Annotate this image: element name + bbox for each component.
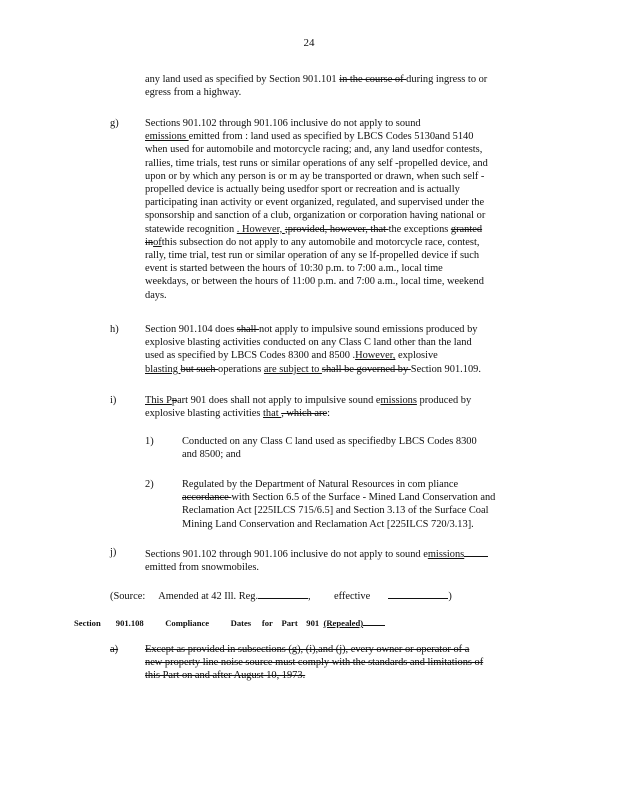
item-i-1-paragraph: Conducted on any Class C land used as specifiedby LBCS Codes 8300 and 8500; and xyxy=(182,436,477,461)
deleted-a-paragraph: Except as provided in subsections (g), (i),and (j), every owner or operator of a new property line noise source must comply with the standards and limitations of this Part on and after August 10, 1973. xyxy=(145,644,484,682)
intro-paragraph: any land used as specified by Section 901.101 in the course of during ingress to or egress from a highway. xyxy=(145,74,488,99)
item-h-paragraph: Section 901.104 does shall not apply to impulsive sound emissions produced by explosive blasting activities conducted on any Class C land other than the land used as specified by LBCS Codes 8300 and 8500 .However, explosive blasting but such operations are subject to shall be governed by Section 901.109. xyxy=(145,324,481,375)
item-label-i-2: 2) xyxy=(145,479,154,490)
item-label-deleted-a: a) xyxy=(110,644,119,655)
item-j-paragraph: Sections 901.102 through 901.106 inclusive do not apply to sound emissions emitted from snowmobiles. xyxy=(145,546,540,574)
page-number: 24 xyxy=(303,37,315,49)
item-g-paragraph: Sections 901.102 through 901.106 inclusive do not apply to sound emissions emitted from : land used as specified by LBCS Codes 5130and 5140 when used for automobile and motorcycle racing; and, any land usedfor contests, rallies, time trials, test runs or similar operations of any self -propelled device, and upon or by which any person is or m ay be transported or drawn, when such self - propelled device is actually being usedfor sport or recreation and is actually participating inan activity or event organized, regulated, and supervised under the sponsorship and sanction of a club, organization or corporation having national or statewide recognition . However, ;provided, however, that the exceptions granted inofthis subsection do not apply to any automobile and motorcycle race, contest, rally, time trial, test run or similar operation of any se lf-propelled device if such event is started between the hours of 10:30 p.m. to 7:00 a.m., local time weekdays, or between the hours of 11:00 p.m. and 7:00 a.m., local time, weekend days. xyxy=(145,118,488,301)
item-label-h: h) xyxy=(110,324,119,335)
item-label-i-1: 1) xyxy=(145,436,154,447)
section-heading: Section 901.108 Compliance Dates for Part 901 (Repealed) xyxy=(74,615,374,630)
item-label-i: i) xyxy=(110,395,117,406)
item-label-j: j) xyxy=(110,547,117,558)
item-label-g: g) xyxy=(110,118,119,129)
item-i-2-paragraph: Regulated by the Department of Natural Resources in com pliance accordance with Section 6.5 of the Surface - Mined Land Conservation and Reclamation Act [225ILCS 715/6.5] and Section 3.13 of the Surface Coal Mining Land Conservation and Reclamation Act [225ILCS 720/3.13]. xyxy=(182,479,496,530)
source-note: (Source: Amended at 42 Ill. Reg. , effective ) xyxy=(110,588,540,603)
item-i-paragraph: This Ppart 901 does shall not apply to impulsive sound emissions produced by explosive blasting activities that , which are: xyxy=(145,395,472,420)
